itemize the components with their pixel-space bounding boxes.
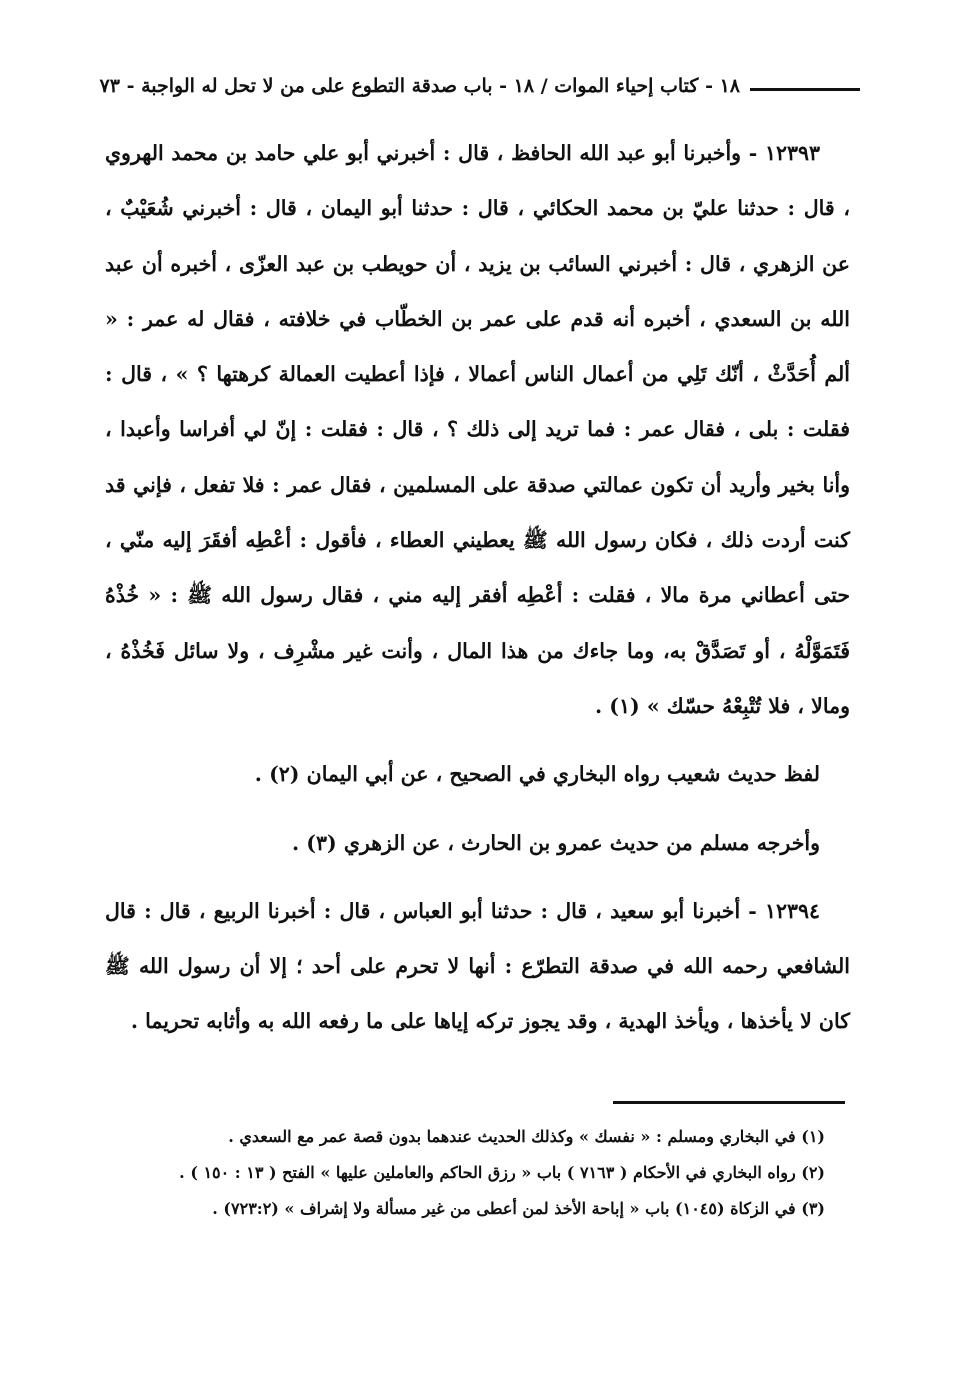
paragraph-gap (105, 871, 850, 884)
footnote-1: (١) في البخاري ومسلم : « نفسك » وكذلك الحديث عندهما بدون قصة عمر مع السعدي . (228, 1127, 825, 1146)
footnote-3: (٣) في الزكاة (١٠٤٥) باب « إباحة الأخذ لمن أعطى من غير مسألة ولا إشراف » (٧٢٣:٢) . (212, 1199, 825, 1218)
header-rule (750, 88, 860, 91)
main-text (105, 126, 850, 1050)
running-header (80, 66, 860, 106)
footnotes (110, 1122, 845, 1230)
running-title: ١٨ - كتاب إحياء الموات / ١٨ - باب صدقة التطوع على من لا تحل له الواجبة - ٧٣ (99, 75, 740, 97)
footnote-2: (٢) رواه البخاري في الأحكام ( ٧١٦٣ ) باب « رزق الحاكم والعاملين عليها » الفتح ( ١٣ : ١٥٠ ) . (179, 1163, 825, 1182)
footnote-rule (613, 1101, 845, 1104)
note-muslim: وأخرجه مسلم من حديث عمرو بن الحارث ، عن الزهري (٣) . (292, 830, 820, 855)
hadith-12394: ١٢٣٩٤ - أخبرنا أبو سعيد ، قال : حدثنا أبو العباس ، قال : أخبرنا الربيع ، قال : قال الشافعي رحمه الله في صدقة التطرّع : أنها لا تحرم على أحد ؛ إلا أن رسول الله ﷺ كان لا يأخذها ، ويأخذ الهدية ، وقد يجوز تركه إياها على ما رفعه الله به وأثابه تحريما . (105, 898, 850, 1034)
paragraph-gap (105, 803, 850, 816)
note-bukhari: لفظ حديث شعيب رواه البخاري في الصحيح ، عن أبي اليمان (٢) . (254, 762, 820, 787)
paragraph-gap (105, 734, 850, 747)
hadith-12393: ١٢٣٩٣ - وأخبرنا أبو عبد الله الحافظ ، قال : أخبرني أبو علي حامد بن محمد الهروي ، قال : حدثنا عليّ بن محمد الحكائي ، قال : حدثنا أبو اليمان ، قال : أخبرني شُعَيْبٌ ، عن الزهري ، قال : أخبرني السائب بن يزيد ، أن حويطب بن عبد العزّى ، أخبره أن عبد الله بن السعدي ، أخبره أنه قدم على عمر بن الخطّاب في خلافته ، فقال له عمر : « ألم أُحَدَّثْ ، أنّك تَلِي من أعمال الناس أعمالا ، فإذا أعطيت العمالة كرهتها ؟ » ، قال : فقلت : بلى ، فقال عمر : فما تريد إلى ذلك ؟ ، قال : فقلت : إنّ لي أفراسا وأعبدا ، وأنا بخير وأريد أن تكون عمالتي صدقة على المسلمين ، فقال عمر : فلا تفعل ، فإني قد كنت أردت ذلك ، فكان رسول الله ﷺ يعطيني العطاء ، فأقول : أعْطِه أفقَرَ إليه منّي ، حتى أعطاني مرة مالا ، فقلت : أعْطِه أفقر إليه مني ، فقال رسول الله ﷺ : « خُذْهُ فَتَمَوَّلْهُ ، أو تَصَدَّقْ به، وما جاءك من هذا المال ، وأنت غير مشْرِف ، ولا سائل فَخُذْهُ ، ومالا ، فلا تُتْبِعْهُ حسّك » (١) . (105, 141, 850, 718)
